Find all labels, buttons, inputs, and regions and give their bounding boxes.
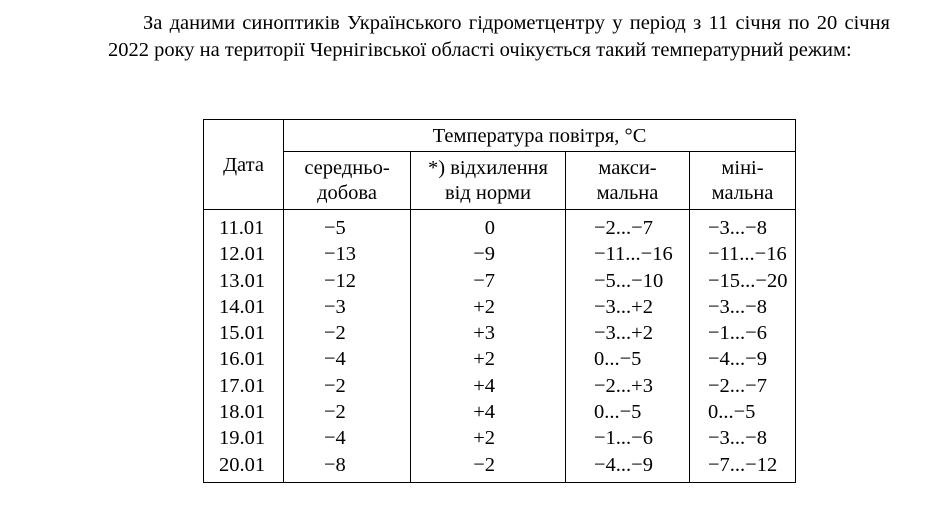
daily-average-header-line: добова: [317, 181, 377, 204]
maximum-header-line: мальна: [596, 181, 659, 204]
intro-paragraph: За даними синоптиків Українського гідрометцентру у період з 11 січня по 20 січня 2022 року на території Чернігівської області очікується такий температурний режим:: [108, 12, 890, 61]
minimum-value: −1...−6: [708, 322, 767, 345]
daily-average-column: [284, 210, 411, 483]
maximum-value: −3...+2: [594, 322, 653, 345]
date-column: [204, 210, 284, 483]
minimum-value: −15...−20: [708, 269, 788, 292]
temperature-table: [203, 119, 796, 483]
deviation-header-line: від норми: [444, 181, 532, 204]
daily-average-value: −8: [324, 453, 346, 476]
air-temperature-header: Температура повітря, °C: [284, 120, 796, 152]
deviation-value: +2: [473, 348, 495, 371]
maximum-value: −3...+2: [594, 295, 653, 318]
daily-average-value: −12: [324, 269, 357, 292]
deviation-value: −2: [473, 453, 495, 476]
deviation-value: +2: [473, 295, 495, 318]
date-value: 18.01: [219, 401, 266, 424]
daily-average-value: −2: [324, 322, 346, 345]
minimum-value: 0...−5: [708, 401, 756, 424]
daily-average-value: −4: [324, 427, 346, 450]
deviation-value: −9: [473, 243, 495, 266]
minimum-header-line: міні-: [721, 156, 764, 179]
date-value: 20.01: [219, 453, 266, 476]
maximum-value: −1...−6: [594, 427, 653, 450]
date-value: 15.01: [219, 322, 266, 345]
daily-average-value: −13: [324, 243, 357, 266]
daily-average-value: −3: [324, 295, 346, 318]
deviation-value: +2: [473, 427, 495, 450]
minimum-column: [690, 210, 796, 483]
date-value: 17.01: [219, 374, 266, 397]
daily-average-value: −5: [324, 217, 346, 239]
maximum-header-line: макси-: [598, 156, 657, 179]
maximum-value: −2...+3: [594, 374, 653, 397]
deviation-value: −7: [473, 269, 495, 292]
daily-average-value: −2: [324, 401, 346, 424]
date-header: Дата: [204, 120, 284, 210]
maximum-value: −2...−7: [594, 217, 653, 239]
daily-average-header: [284, 152, 411, 210]
maximum-value: −5...−10: [594, 269, 664, 292]
minimum-header-line: мальна: [711, 181, 774, 204]
date-value: 19.01: [219, 427, 266, 450]
date-value: 14.01: [219, 295, 266, 318]
minimum-value: −11...−16: [708, 243, 787, 266]
minimum-value: −3...−8: [708, 217, 767, 239]
maximum-value: −4...−9: [594, 453, 653, 476]
minimum-value: −4...−9: [708, 348, 767, 371]
deviation-value: 0: [484, 217, 495, 239]
minimum-header: [690, 152, 796, 210]
maximum-header: [566, 152, 690, 210]
minimum-value: −2...−7: [708, 374, 767, 397]
maximum-value: 0...−5: [594, 401, 642, 424]
maximum-column: [566, 210, 690, 483]
maximum-value: 0...−5: [594, 348, 642, 371]
date-value: 11.01: [219, 217, 265, 239]
date-value: 16.01: [219, 348, 266, 371]
date-value: 13.01: [219, 269, 266, 292]
minimum-value: −3...−8: [708, 295, 767, 318]
deviation-header: [411, 152, 566, 210]
daily-average-value: −4: [324, 348, 346, 371]
maximum-value: −11...−16: [594, 243, 673, 266]
deviation-value: +4: [473, 374, 495, 397]
daily-average-header-line: середньо-: [304, 156, 390, 179]
date-value: 12.01: [219, 243, 266, 266]
deviation-column: [411, 210, 566, 483]
deviation-value: +3: [473, 322, 495, 345]
deviation-header-line: *) відхилення: [428, 156, 548, 179]
deviation-value: +4: [473, 401, 495, 424]
daily-average-value: −2: [324, 374, 346, 397]
minimum-value: −3...−8: [708, 427, 767, 450]
minimum-value: −7...−12: [708, 453, 778, 476]
